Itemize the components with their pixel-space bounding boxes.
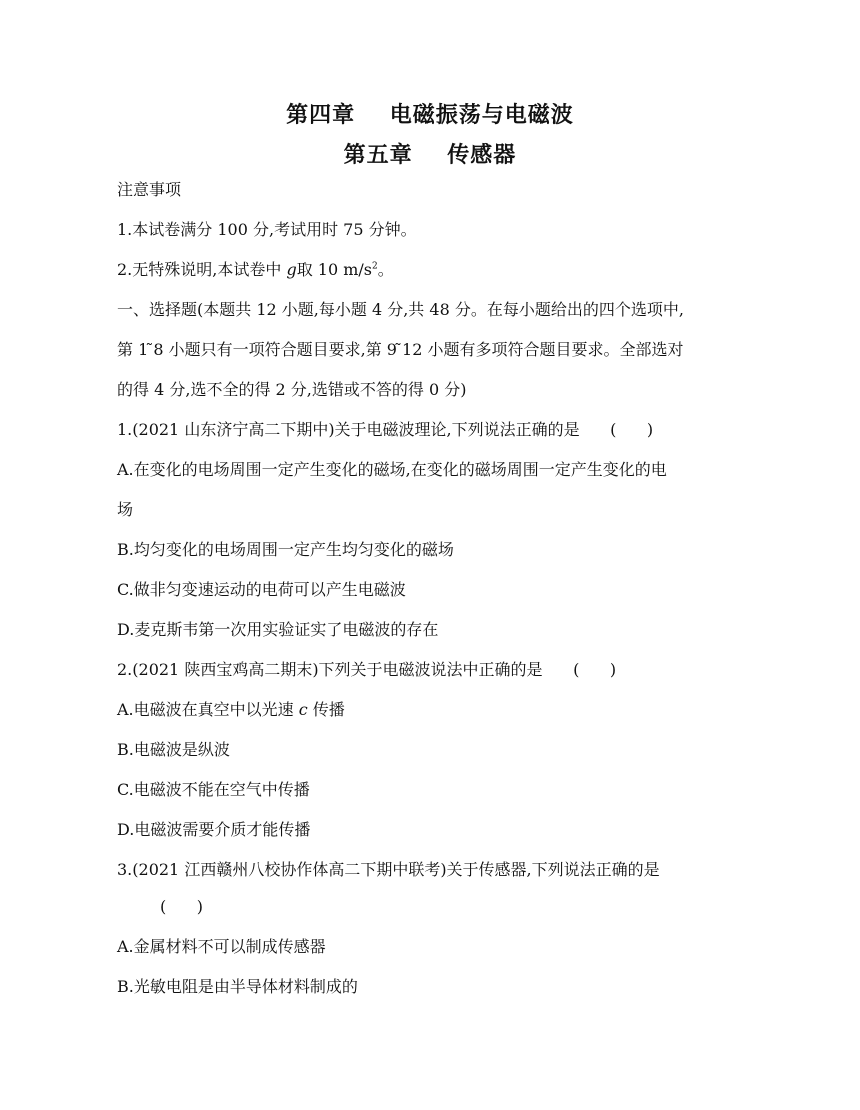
q1-option-a-line1: A.在变化的电场周围一定产生变化的磁场,在变化的磁场周围一定产生变化的电 bbox=[117, 460, 667, 479]
q2-stem: 2.(2021 陕西宝鸡高二期末)下列关于电磁波说法中正确的是 ( ) bbox=[117, 660, 617, 679]
q2-option-a bbox=[117, 700, 345, 720]
note-item-2 bbox=[117, 260, 394, 280]
note-item-2-mid: 取 10 m/s bbox=[296, 260, 373, 279]
note-item-2-sup: 2 bbox=[372, 261, 378, 272]
note-item-2-var: g bbox=[286, 260, 297, 279]
section1-line3: 的得 4 分,选不全的得 2 分,选错或不答的得 0 分) bbox=[117, 380, 467, 399]
q1-stem: 1.(2021 山东济宁高二下期中)关于电磁波理论,下列说法正确的是 ( ) bbox=[117, 420, 654, 439]
q1-option-d: D.麦克斯韦第一次用实验证实了电磁波的存在 bbox=[117, 620, 439, 639]
chapter4-title: 第四章 电磁振荡与电磁波 bbox=[286, 103, 574, 128]
q3-answer-bracket: ( ) bbox=[160, 897, 203, 916]
section1-line2: 第 1 ̃8 小题只有一项符合题目要求,第 9 ̃12 小题有多项符合题目要求。全部选对 bbox=[117, 340, 684, 359]
q1-option-a-line2: 场 bbox=[117, 500, 134, 519]
note-item-2-prefix: 2.无特殊说明,本试卷中 bbox=[117, 260, 287, 279]
q2-option-b: B.电磁波是纵波 bbox=[117, 740, 230, 759]
note-item-2-suffix: 。 bbox=[377, 260, 394, 279]
q3-option-a: A.金属材料不可以制成传感器 bbox=[117, 937, 326, 956]
q2-option-a-prefix: A.电磁波在真空中以光速 bbox=[117, 700, 299, 719]
note-item-1: 1.本试卷满分 100 分,考试用时 75 分钟。 bbox=[117, 220, 417, 239]
notes-heading: 注意事项 bbox=[117, 180, 182, 199]
q1-option-b: B.均匀变化的电场周围一定产生均匀变化的磁场 bbox=[117, 540, 454, 559]
chapter5-title: 第五章 传感器 bbox=[343, 143, 517, 168]
q3-option-b: B.光敏电阻是由半导体材料制成的 bbox=[117, 977, 358, 996]
section1-line1: 一、选择题(本题共 12 小题,每小题 4 分,共 48 分。在每小题给出的四个选项中, bbox=[117, 300, 684, 319]
q2-option-a-var: c bbox=[298, 700, 308, 719]
q2-option-a-suffix: 传播 bbox=[307, 700, 345, 719]
q2-option-d: D.电磁波需要介质才能传播 bbox=[117, 820, 311, 839]
q3-stem: 3.(2021 江西赣州八校协作体高二下期中联考)关于传感器,下列说法正确的是 bbox=[117, 860, 660, 879]
q2-option-c: C.电磁波不能在空气中传播 bbox=[117, 780, 310, 799]
q1-option-c: C.做非匀变速运动的电荷可以产生电磁波 bbox=[117, 580, 406, 599]
